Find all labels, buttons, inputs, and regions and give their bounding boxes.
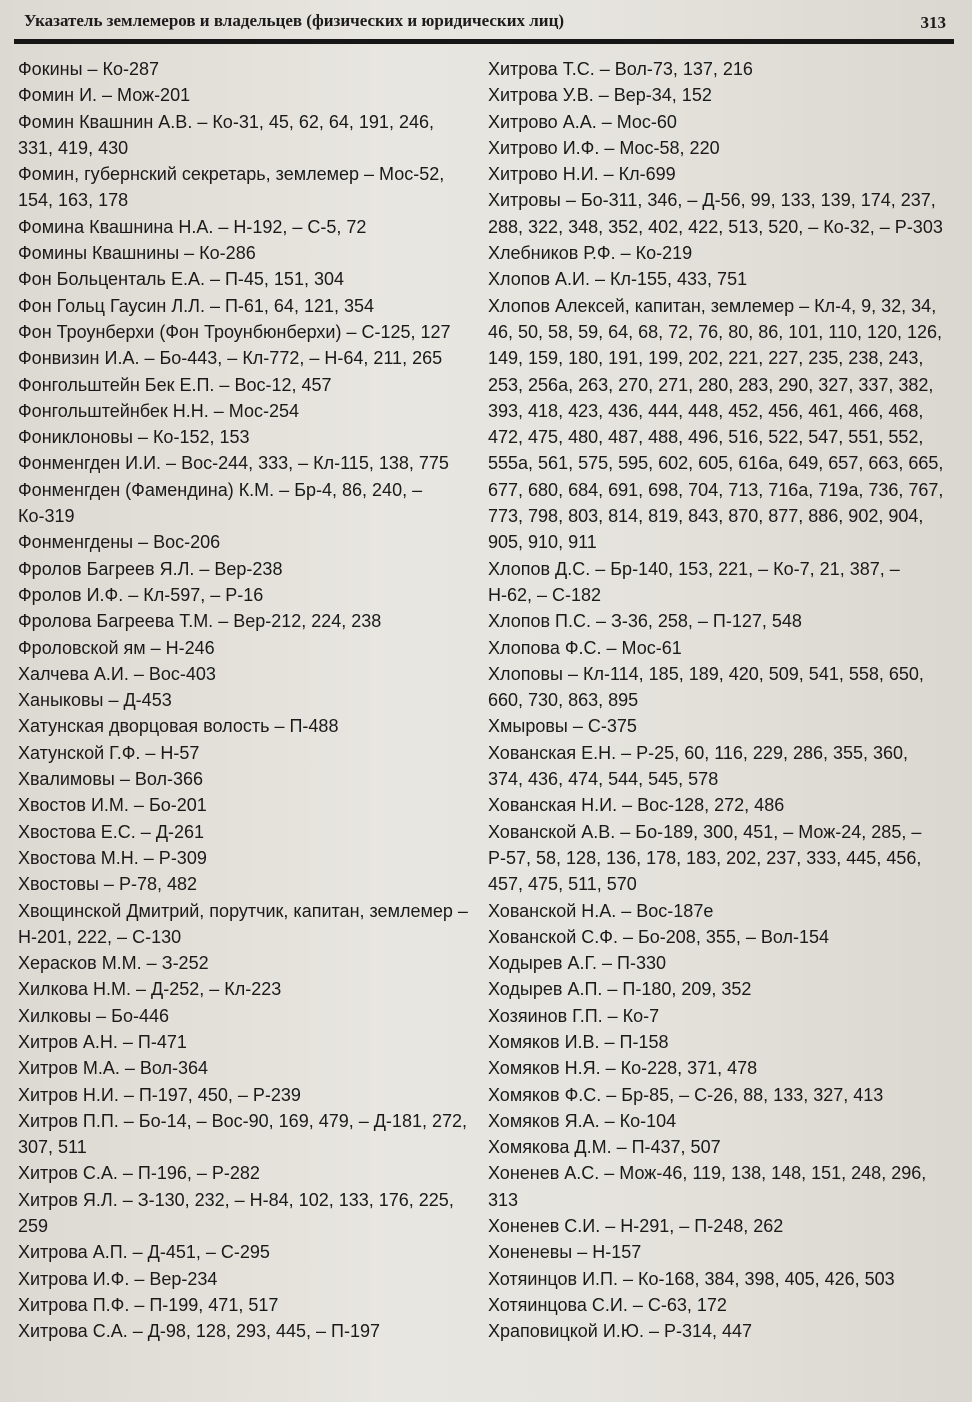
- index-entry: Фонменгден (Фамендина) К.М. – Бр-4, 86, 240, – Ко-319: [18, 479, 423, 527]
- index-entry: Хозяинов Г.П. – Ко-7: [488, 1005, 660, 1026]
- index-entry: Хитров Н.И. – П-197, 450, – Р-239: [18, 1084, 301, 1105]
- index-entry: Хвостова Е.С. – Д-261: [18, 821, 205, 842]
- index-entry: Хлопов П.С. – З-36, 258, – П-127, 548: [488, 611, 802, 632]
- index-entry: Хитрово Н.И. – Кл-699: [488, 164, 676, 185]
- index-entry: Хитрово И.Ф. – Мос-58, 220: [488, 137, 720, 158]
- index-entry: Хитров М.А. – Вол-364: [18, 1058, 209, 1079]
- index-entry: Хомяков Я.А. – Ко-104: [488, 1110, 677, 1131]
- index-entry: Фомина Квашнина Н.А. – Н-192, – С-5, 72: [18, 216, 367, 237]
- index-entry: Хвощинской Дмитрий, порутчик, капитан, землемер – Н-201, 222, – С-130: [18, 900, 468, 947]
- index-entry: Хвостов И.М. – Бо-201: [18, 795, 207, 816]
- index-entry: Хитрова А.П. – Д-451, – С-295: [18, 1242, 270, 1263]
- index-entry: Фониклоновы – Ко-152, 153: [18, 427, 250, 448]
- index-entry: Хомяков И.В. – П-158: [488, 1031, 669, 1052]
- index-entry: Хлопова Ф.С. – Мос-61: [488, 637, 682, 658]
- running-title: Указатель землемеров и владельцев (физических и юридических лиц): [24, 11, 565, 30]
- index-column-left: [18, 56, 468, 1345]
- index-entry: Хитрова Т.С. – Вол-73, 137, 216: [488, 59, 753, 79]
- index-entry: Хилковы – Бо-446: [18, 1005, 170, 1026]
- index-entry: Фомин Квашнин А.В. – Ко-31, 45, 62, 64, 191, 246, 331, 419, 430: [18, 111, 434, 158]
- index-entry: Хитрова С.А. – Д-98, 128, 293, 445, – П-197: [18, 1321, 381, 1342]
- index-entry: Храповицкой И.Ю. – Р-314, 447: [488, 1321, 753, 1342]
- index-entry: Ходырев А.Г. – П-330: [488, 953, 666, 974]
- index-entry: Хатунская дворцовая волость – П-488: [18, 716, 339, 737]
- index-entry: Хлебников Р.Ф. – Ко-219: [488, 243, 693, 264]
- index-column-right: [488, 56, 948, 1345]
- index-entry: Фонменгден И.И. – Вос-244, 333, – Кл-115, 138, 775: [18, 453, 449, 474]
- index-entry: Фокины – Ко-287: [18, 59, 160, 79]
- index-entry: Фролова Багреева Т.М. – Вер-212, 224, 238: [18, 611, 382, 632]
- index-entry: Хитрово А.А. – Мос-60: [488, 111, 677, 132]
- index-entry: Хвостова М.Н. – Р-309: [18, 847, 207, 868]
- index-entry: Ходырев А.П. – П-180, 209, 352: [488, 979, 752, 1000]
- index-entry: Хомякова Д.М. – П-437, 507: [488, 1137, 721, 1158]
- page-number: 313: [920, 13, 946, 32]
- index-entry: Хлоповы – Кл-114, 185, 189, 420, 509, 541, 558, 650, 660, 730, 863, 895: [488, 663, 924, 711]
- index-entry: Ханыковы – Д-453: [18, 690, 172, 711]
- index-entry: Фонменгдены – Вос-206: [18, 532, 221, 553]
- index-entry: Фонвизин И.А. – Бо-443, – Кл-772, – Н-64, 211, 265: [18, 348, 443, 369]
- index-entry: Хвостовы – Р-78, 482: [18, 874, 197, 895]
- index-entry: Хитров Я.Л. – З-130, 232, – Н-84, 102, 133, 176, 225, 259: [18, 1189, 454, 1237]
- index-entry: Херасков М.М. – З-252: [18, 953, 209, 974]
- index-entry: Фонгольштейн Бек Е.П. – Вос-12, 457: [18, 374, 332, 395]
- index-entry: Фон Больценталь Е.А. – П-45, 151, 304: [18, 269, 344, 290]
- index-entry: Хвалимовы – Вол-366: [18, 769, 203, 790]
- index-entry: Хотяинцов И.П. – Ко-168, 384, 398, 405, 426, 503: [488, 1268, 895, 1289]
- index-entry: Хитрова У.В. – Вер-34, 152: [488, 85, 712, 106]
- index-entry: Фон Троунберхи (Фон Троунбюнберхи) – С-125, 127: [18, 321, 451, 342]
- index-entry: Хомяков Ф.С. – Бр-85, – С-26, 88, 133, 327, 413: [488, 1084, 884, 1105]
- index-entry: Фомин И. – Мож-201: [18, 85, 191, 106]
- header-rule: [14, 39, 954, 44]
- index-entry: Хитрова И.Ф. – Вер-234: [18, 1268, 218, 1289]
- index-entry: Хованской С.Ф. – Бо-208, 355, – Вол-154: [488, 926, 830, 947]
- index-entry: Хитров С.А. – П-196, – Р-282: [18, 1163, 260, 1184]
- index-entry: Хатунской Г.Ф. – Н-57: [18, 742, 200, 763]
- index-entry: Фомины Квашнины – Ко-286: [18, 243, 256, 264]
- index-entry: Халчева А.И. – Вос-403: [18, 663, 216, 684]
- index-entry: Хоненевы – Н-157: [488, 1242, 642, 1263]
- index-entry: Хованская Е.Н. – Р-25, 60, 116, 229, 286, 355, 360, 374, 436, 474, 544, 545, 578: [488, 742, 909, 790]
- index-entry: Хоненев А.С. – Мож-46, 119, 138, 148, 151, 248, 296, 313: [488, 1163, 927, 1210]
- index-entry: Хованская Н.И. – Вос-128, 272, 486: [488, 795, 785, 816]
- index-entry: Фроловской ям – Н-246: [18, 637, 215, 658]
- index-entry: Хоненев С.И. – Н-291, – П-248, 262: [488, 1216, 784, 1237]
- index-entry: Хитровы – Бо-311, 346, – Д-56, 99, 133, 139, 174, 237, 288, 322, 348, 352, 402, 422, 513, 520, – Ко-32, – Р-303: [488, 190, 943, 237]
- index-entry: Хованской Н.А. – Вос-187е: [488, 900, 714, 921]
- index-entry: Фонгольштейнбек Н.Н. – Мос-254: [18, 400, 300, 421]
- index-entry: Хотяинцова С.И. – С-63, 172: [488, 1294, 727, 1315]
- index-entry: Фролов И.Ф. – Кл-597, – Р-16: [18, 584, 264, 605]
- index-entry: Хитрова П.Ф. – П-199, 471, 517: [18, 1294, 279, 1315]
- index-entry: Хилкова Н.М. – Д-252, – Кл-223: [18, 979, 282, 1000]
- index-entry: Хомяков Н.Я. – Ко-228, 371, 478: [488, 1058, 758, 1079]
- index-entry: Фомин, губернский секретарь, землемер – Мос-52, 154, 163, 178: [18, 164, 445, 211]
- index-entry: Хлопов А.И. – Кл-155, 433, 751: [488, 269, 748, 290]
- index-entry: Хмыровы – С-375: [488, 716, 637, 737]
- index-entry: Фролов Багреев Я.Л. – Вер-238: [18, 558, 283, 579]
- index-entry: Хлопов Д.С. – Бр-140, 153, 221, – Ко-7, 21, 387, – Н-62, – С-182: [488, 558, 900, 605]
- index-entry: Хлопов Алексей, капитан, землемер – Кл-4, 9, 32, 34, 46, 50, 58, 59, 64, 68, 72, 76, 80, 86, 101, 110, 120, 126, 149, 159, 180, 191, 199, 202, 221, 227, 235, 238, 243, 253, 256а, 263, 270, 271, 280, 283, 290, 327, 337, 382, 393, 418, 423, 436, 444, 448, 452, 456, 461, 466, 468, 472, 475, 480, 487, 488, 496, 516, 522, 547, 551, 552, 555а, 561, 575, 595, 602, 605, 616а, 649, 657, 663, 665, 677, 680, 684, 691, 698, 704, 713, 716а, 719а, 736, 767, 773, 798, 803, 814, 819, 843, 870, 877, 886, 902, 904, 905, 910, 911: [488, 295, 944, 553]
- index-entry: Хитров П.П. – Бо-14, – Вос-90, 169, 479, – Д-181, 272, 307, 511: [18, 1110, 467, 1158]
- index-entry: Хованской А.В. – Бо-189, 300, 451, – Мож-24, 285, – Р-57, 58, 128, 136, 178, 183, 202, 237, 333, 445, 456, 457, 475, 511, 570: [488, 821, 922, 895]
- index-entry: Фон Гольц Гаусин Л.Л. – П-61, 64, 121, 354: [18, 295, 375, 316]
- index-entry: Хитров А.Н. – П-471: [18, 1031, 187, 1052]
